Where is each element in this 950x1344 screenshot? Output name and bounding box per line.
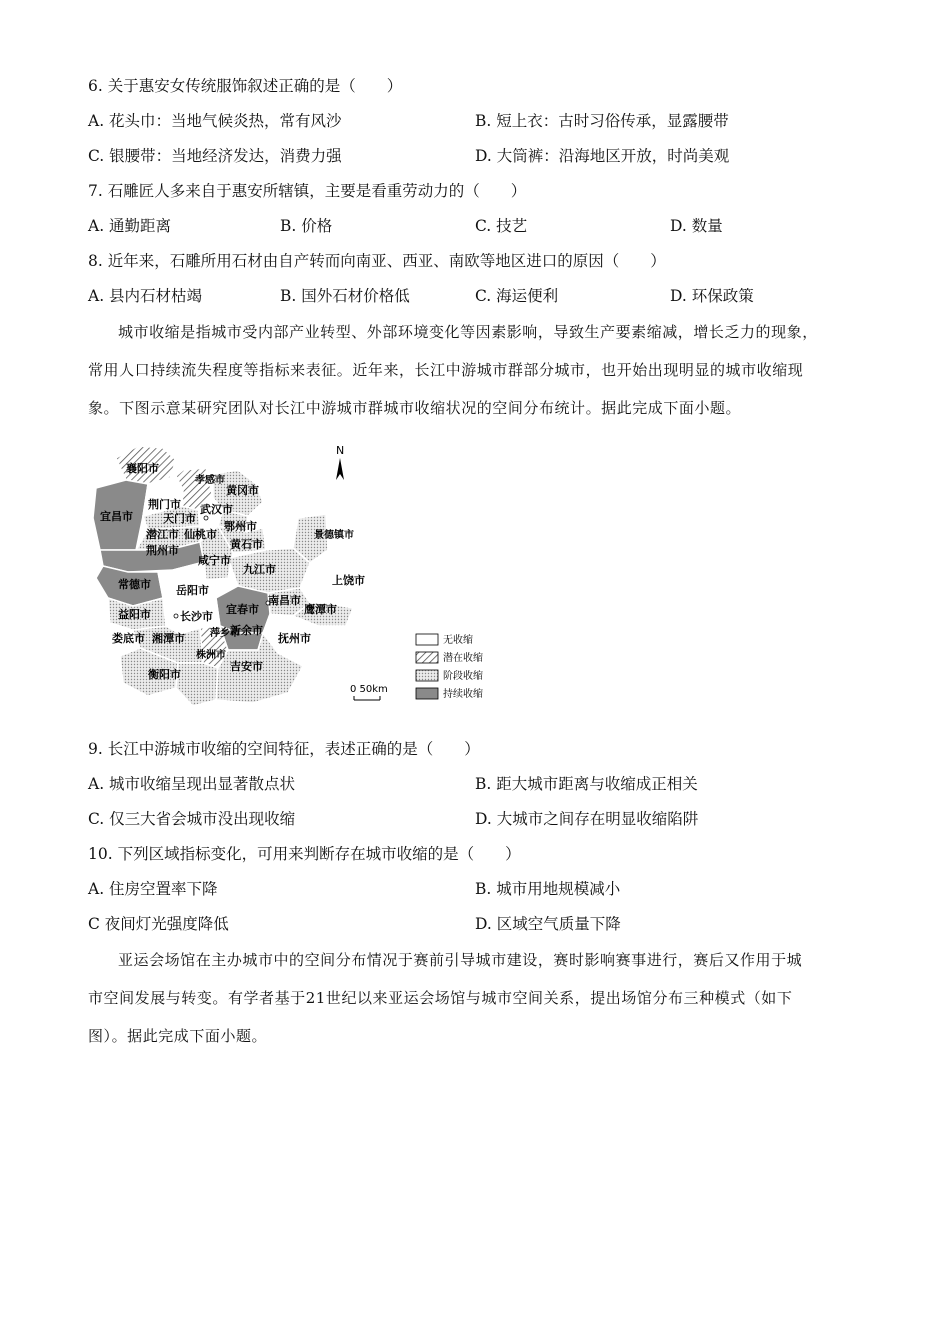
- q7-option-c: C. 技艺: [475, 217, 528, 235]
- label-huangshi: 黄石市: [230, 538, 263, 551]
- label-ezhou: 鄂州市: [224, 520, 257, 533]
- label-xinyu: 新余市: [230, 624, 263, 637]
- legend-swatch-solid: [416, 688, 438, 699]
- label-jingdezhen: 景德镇市: [314, 530, 354, 541]
- passage-asian-games-line-3: 图）。据此完成下面小题。: [88, 1027, 268, 1045]
- q7-option-a: A. 通勤距离: [88, 217, 172, 235]
- legend-label-solid: 持续收缩: [443, 689, 483, 700]
- q9-option-b: B. 距大城市距离与收缩成正相关: [475, 775, 698, 793]
- label-xiaogan: 孝感市: [195, 475, 225, 486]
- north-label: N: [336, 444, 345, 457]
- label-changsha: 长沙市: [180, 610, 213, 623]
- q7-option-d: D. 数量: [670, 217, 723, 235]
- label-yingtan: 鹰潭市: [304, 603, 337, 616]
- label-yueyang: 岳阳市: [176, 584, 209, 597]
- q10-option-c: C 夜间灯光强度降低: [88, 915, 229, 933]
- q10-stem: 10. 下列区域指标变化，可用来判断存在城市收缩的是（ ）: [88, 845, 521, 863]
- q6-stem: 6. 关于惠安女传统服饰叙述正确的是（ ）: [88, 77, 403, 95]
- legend-swatch-none: [416, 634, 438, 645]
- q6-option-b: B. 短上衣：古时习俗传承，显露腰带: [475, 112, 729, 130]
- q6-option-a: A. 花头巾：当地气候炎热，常有风沙: [88, 112, 342, 130]
- label-xiangtan: 湘潭市: [152, 632, 185, 645]
- q9-stem: 9. 长江中游城市收缩的空间特征，表述正确的是（ ）: [88, 740, 480, 758]
- legend-label-dots: 阶段收缩: [443, 671, 483, 682]
- label-yichang: 宜昌市: [100, 510, 133, 523]
- label-huanggang: 黄冈市: [226, 484, 259, 497]
- changsha-marker: [174, 614, 178, 618]
- q7-option-b: B. 价格: [280, 217, 333, 235]
- label-jingzhou: 荆州市: [146, 544, 179, 557]
- label-jingmen: 荆门市: [148, 498, 181, 511]
- q8-option-b: B. 国外石材价格低: [280, 287, 410, 305]
- label-yichun: 宜春市: [226, 603, 259, 616]
- passage-shrink-line-2: 常用人口持续流失程度等指标来表征。近年来，长江中游城市群部分城市，也开始出现明显的城市收缩现: [88, 361, 804, 379]
- label-tianmen: 天门市: [163, 512, 196, 525]
- label-wuhan: 武汉市: [200, 503, 233, 516]
- q10-option-a: A. 住房空置率下降: [88, 880, 218, 898]
- label-loudi: 娄底市: [112, 632, 145, 645]
- scale-bar: [350, 684, 388, 700]
- wuhan-marker: [204, 516, 208, 520]
- q8-stem: 8. 近年来，石雕所用石材由自产转而向南亚、西亚、南欧等地区进口的原因（ ）: [88, 252, 666, 270]
- passage-asian-games-line-2: 市空间发展与转变。有学者基于21世纪以来亚运会场馆与城市空间关系，提出场馆分布三种模式（如下: [88, 989, 793, 1007]
- shrinkage-map: [88, 438, 508, 708]
- q8-option-c: C. 海运便利: [475, 287, 559, 305]
- north-arrow-icon: [336, 444, 344, 480]
- label-xianning: 咸宁市: [198, 554, 231, 567]
- map-legend: [416, 633, 483, 700]
- label-zhuzhou: 株洲市: [196, 650, 226, 661]
- label-jiujiang: 九江市: [243, 563, 276, 576]
- label-xiangyang: 襄阳市: [126, 462, 159, 475]
- q10-option-d: D. 区域空气质量下降: [475, 915, 621, 933]
- label-pingxiang: 萍乡市: [210, 628, 240, 639]
- q8-option-d: D. 环保政策: [670, 287, 754, 305]
- label-jian: 吉安市: [230, 660, 263, 673]
- scale-label: 0 50km: [350, 684, 388, 695]
- q10-option-b: B. 城市用地规模减小: [475, 880, 621, 898]
- passage-shrink-line-3: 象。下图示意某研究团队对长江中游城市群城市收缩状况的空间分布统计。据此完成下面小题。: [88, 399, 742, 417]
- label-shangrao: 上饶市: [332, 574, 365, 587]
- q9-option-c: C. 仅三大省会城市没出现收缩: [88, 810, 296, 828]
- label-qianjiang: 潜江市: [146, 528, 179, 541]
- passage-shrink-line-1: 城市收缩是指城市受内部产业转型、外部环境变化等因素影响，导致生产要素缩减，增长乏力的现象，: [118, 323, 818, 341]
- label-hengyang: 衡阳市: [148, 668, 181, 681]
- legend-swatch-hatch: [416, 652, 438, 663]
- q9-option-d: D. 大城市之间存在明显收缩陷阱: [475, 810, 699, 828]
- region-zhuzhou: [176, 663, 218, 706]
- q6-option-c: C. 银腰带：当地经济发达，消费力强: [88, 147, 342, 165]
- label-fuzhou: 抚州市: [278, 632, 311, 645]
- q6-option-d: D. 大筒裤：沿海地区开放，时尚美观: [475, 147, 730, 165]
- label-xiantao: 仙桃市: [184, 528, 217, 541]
- legend-label-hatch: 潜在收缩: [443, 653, 483, 664]
- label-yiyang: 益阳市: [118, 608, 151, 621]
- legend-swatch-dots: [416, 670, 438, 681]
- legend-label-none: 无收缩: [443, 635, 473, 646]
- q7-stem: 7. 石雕匠人多来自于惠安所辖镇，主要是看重劳动力的（ ）: [88, 182, 527, 200]
- label-changde: 常德市: [118, 578, 151, 591]
- passage-asian-games-line-1: 亚运会场馆在主办城市中的空间分布情况于赛前引导城市建设，赛时影响赛事进行，赛后又作用于城: [118, 951, 803, 969]
- label-nanchang: 南昌市: [268, 594, 301, 607]
- q9-option-a: A. 城市收缩呈现出显著散点状: [88, 775, 296, 793]
- q8-option-a: A. 县内石材枯竭: [88, 287, 203, 305]
